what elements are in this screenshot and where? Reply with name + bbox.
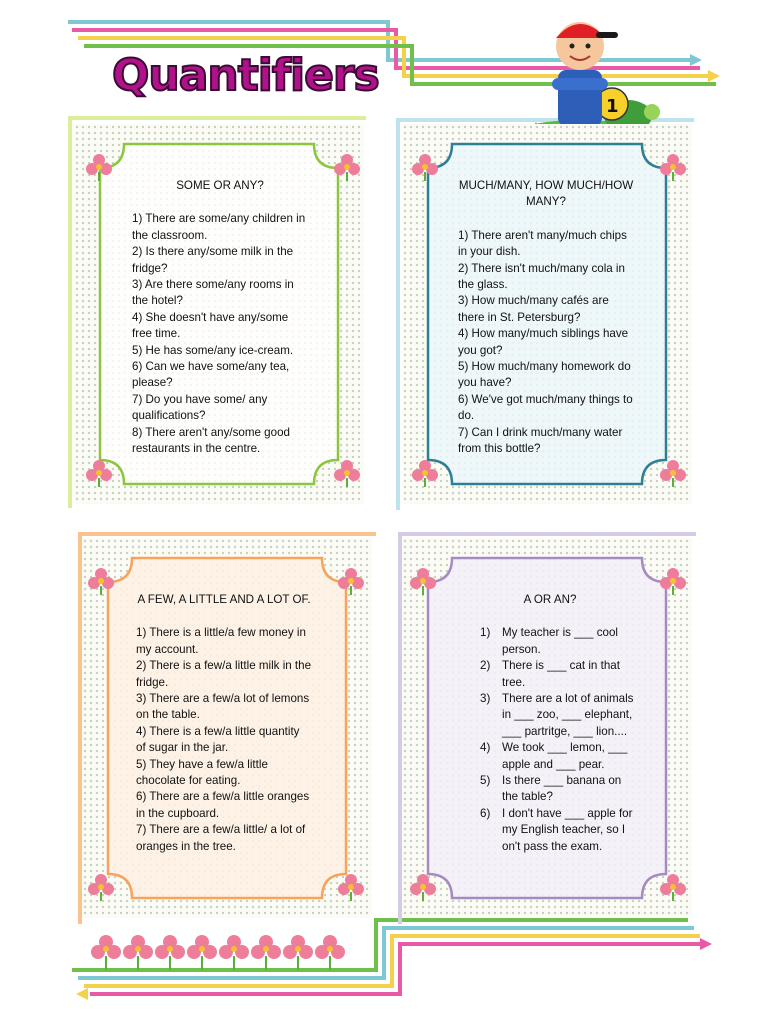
exercise-item (480, 740, 640, 773)
item-number: 6) (480, 806, 491, 820)
exercise-item (480, 806, 640, 855)
card-much-many (402, 124, 692, 504)
item-text: My teacher is ___ cool person. (502, 626, 618, 656)
flower-icon (86, 566, 116, 596)
flower-icon (336, 566, 366, 596)
flower-icon (336, 872, 366, 902)
exercise-item: 8) There aren't any/some good restaurants in the centre. (132, 425, 290, 456)
card-heading: A OR AN? (523, 593, 577, 606)
exercise-item (480, 691, 640, 740)
exercise-item: 6) Can we have some/any tea, please? (132, 360, 290, 390)
exercise-item: 1) There are some/any children in the classroom. (132, 212, 306, 242)
turtle-badge-number: 1 (606, 96, 619, 117)
card-some-or-any (74, 124, 364, 504)
flower-icon (658, 872, 688, 902)
flower-border (90, 932, 350, 972)
exercise-item: 3) How much/many cafés are there in St. Petersburg? (458, 294, 609, 324)
exercise-list (480, 625, 640, 855)
exercise-item: 1) There aren't many/much chips in your dish. (458, 228, 627, 259)
flower-icon (410, 458, 440, 488)
flower-icon (408, 872, 438, 902)
flower-icon (658, 566, 688, 596)
exercise-item: 2) There isn't much/many cola in the glass. (458, 261, 625, 292)
exercise-item: 5) How much/many homework do you have? (458, 360, 631, 390)
exercise-item: 7) Do you have some/ any qualifications? (132, 392, 268, 423)
item-text: There is ___ cat in that tree. (502, 659, 620, 689)
flower-icon (84, 152, 114, 182)
card-few-little-lot (82, 538, 372, 918)
item-text: I don't have ___ apple for my English teacher, so I on't pass the exam. (502, 806, 633, 853)
card-heading: SOME OR ANY? (176, 179, 264, 192)
flower-icon (84, 458, 114, 488)
card-content (458, 178, 634, 458)
item-number: 4) (480, 741, 491, 755)
exercise-item (480, 658, 640, 691)
item-number: 1) (480, 626, 491, 640)
card-content (136, 592, 312, 855)
exercise-item: 1) There is a little/a few money in my account. (136, 626, 306, 656)
exercise-item: 5) They have a few/a little chocolate for eating. (136, 757, 268, 788)
exercise-item (480, 773, 640, 806)
exercise-item: 6) There are a few/a little oranges in the cupboard. (136, 790, 310, 820)
exercise-item: 2) Is there any/some milk in the fridge? (132, 245, 294, 275)
flower-icon (658, 152, 688, 182)
flower-icon (658, 458, 688, 488)
item-text: We took ___ lemon, ___ apple and ___ pear. (502, 741, 628, 771)
exercise-item: 3) Are there some/any rooms in the hotel? (132, 278, 294, 308)
card-a-or-an (402, 538, 692, 918)
card-content (480, 592, 640, 855)
exercise-item: 4) There is a few/a little quantity of sugar in the jar. (136, 724, 300, 755)
exercise-item: 7) There are a few/a little/ a lot of oranges in the tree. (136, 823, 306, 853)
item-text: Is there ___ banana on the table? (502, 774, 622, 804)
flower-icon (408, 566, 438, 596)
exercise-item: 3) There are a few/a lot of lemons on the table. (136, 692, 310, 722)
exercise-item: 2) There is a few/a little milk in the fridge. (136, 659, 312, 689)
page-title: Quantifiers (112, 50, 379, 101)
flower-icon (332, 152, 362, 182)
item-text: There are a lot of animals in ___ zoo, ___ elephant, ___ partritge, ___ lion.... (502, 692, 634, 738)
item-number: 5) (480, 774, 491, 788)
card-content (132, 178, 308, 458)
exercise-item (480, 625, 640, 658)
card-heading: MUCH/MANY, HOW MUCH/HOW MANY? (458, 179, 634, 209)
item-number: 3) (480, 692, 491, 706)
exercise-item: 5) He has some/any ice-cream. (132, 343, 294, 357)
exercise-item: 4) How many/much siblings have you got? (458, 327, 629, 357)
flower-icon (86, 872, 116, 902)
item-number: 2) (480, 659, 491, 673)
flower-icon (91, 935, 121, 970)
flower-icon (410, 152, 440, 182)
flower-icon (332, 458, 362, 488)
exercise-item: 4) She doesn't have any/some free time. (132, 310, 289, 341)
exercise-item: 7) Can I drink much/many water from this bottle? (458, 425, 623, 456)
card-heading: A FEW, A LITTLE AND A LOT OF. (137, 593, 311, 606)
exercise-item: 6) We've got much/many things to do. (458, 392, 633, 423)
